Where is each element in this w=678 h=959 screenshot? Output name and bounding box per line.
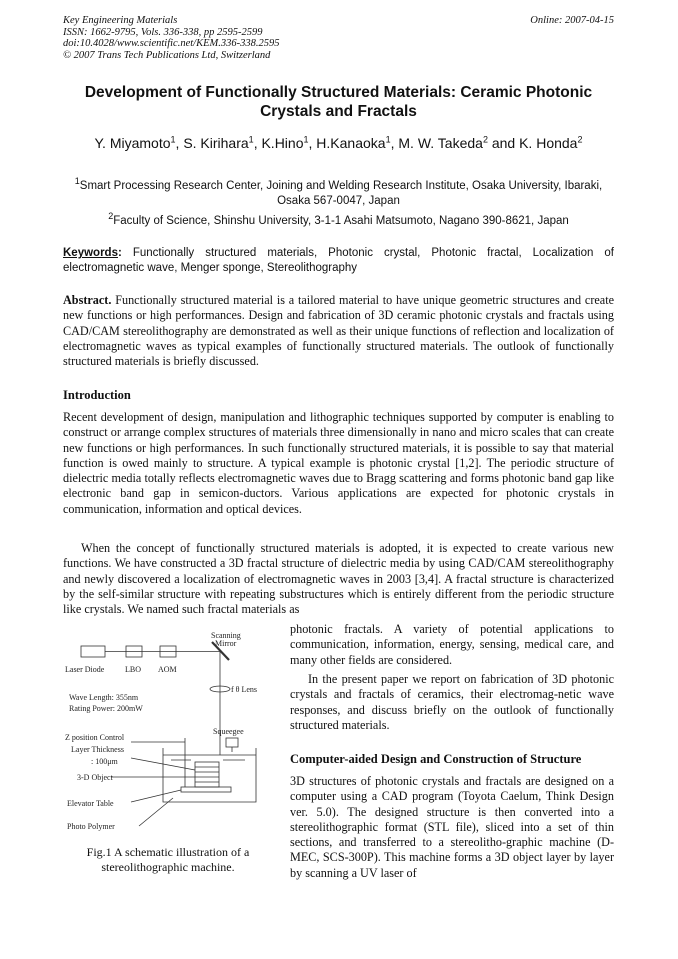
- affiliation-text: Smart Processing Research Center, Joining and Welding Research Institute, Osaka University, Ibaraki, Osaka 567-0047, Japan: [79, 180, 603, 207]
- elevator-table-shape: [181, 787, 231, 792]
- label-squeegee: Squeegee: [213, 727, 244, 736]
- label-scanning: Scanning: [211, 631, 241, 640]
- label-thickness-value: : 100μm: [91, 757, 118, 766]
- abstract: [63, 293, 614, 369]
- doi-line: doi:10.4028/www.scientific.net/KEM.336-338.2595: [63, 38, 280, 49]
- author-separator: ,: [308, 135, 317, 151]
- keywords: Keywords: Functionally structured materials, Photonic crystal, Photonic fractal, Localization of electromagnetic wave, Menger sponge, Stereolithography: [63, 247, 614, 274]
- author-separator: ,: [175, 135, 184, 151]
- label-wave-length: Wave Length: 355nm: [69, 693, 139, 702]
- intro-paragraph-2-text: When the concept of functionally structured materials is adopted, it is expected to create various new functions. We have constructed a 3D fractal structure of dielectric media by using CAD/CAM stereolithography and newly discovered a localization of electromagnetic waves in 2003 [3,4]. A fractal structure is characterized by the self-similar structure with repeating substructures which is entirely different from the periodic structure like crystals. We named such fractal materials as: [63, 541, 614, 617]
- author-affiliation-mark: 2: [482, 134, 488, 145]
- copyright-line: © 2007 Trans Tech Publications Ltd, Switzerland: [63, 49, 271, 61]
- vat-outline: [163, 748, 256, 802]
- figure-1-caption: Fig.1 A schematic illustration of a stereolithographic machine.: [86, 845, 250, 874]
- laser-diode-box: [81, 646, 105, 657]
- author-name: H.Kanaoka: [316, 135, 386, 151]
- label-rating-power: Rating Power: 200mW: [69, 704, 143, 713]
- label-3d-object: 3-D Object: [77, 773, 113, 782]
- abstract-text: Functionally structured material is a tailored material to have unique geometric structures and create new functions or high performances. Design and fabrication of 3D ceramic photonic crystals and fractals using CAD/CAM stereolithography are demonstrated as well as their unique functions of reflection and localization of electromagnetic waves as typical examples of functionally structured materials. The outlook of functionally structured materials is briefly discussed.: [63, 293, 614, 369]
- issn-line: ISSN: 1662-9795, Vols. 336-338, pp 2595-2599: [63, 26, 263, 38]
- leader-line-polymer: [139, 798, 173, 826]
- section-heading-design: Computer-aided Design and Construction of Structure: [290, 752, 582, 766]
- author-affiliation-mark: 1: [248, 134, 254, 145]
- author-name: K. Honda: [519, 135, 578, 151]
- keywords-text: Functionally structured materials, Photonic crystal, Photonic fractal, Localization of electromagnetic wave, Menger sponge, Stereolithography: [63, 247, 614, 274]
- intro-paragraph-3-text: In the present paper we report on fabrication of 3D photonic crystals and fractals of ceramics, their electromag-netic wave responses, and discuss briefly on the outlook of functionally structured materials.: [290, 672, 614, 732]
- label-laser-diode: Laser Diode: [65, 665, 105, 674]
- journal-header: [63, 15, 280, 61]
- intro-paragraph-3: [290, 672, 614, 733]
- affiliation-text: Faculty of Science, Shinshu University, 3-1-1 Asahi Matsumoto, Nagano 390-8621, Japan: [113, 215, 569, 227]
- paper-title: Development of Functionally Structured Materials: Ceramic Photonic Crystals and Fractals: [84, 84, 593, 120]
- affiliation-1: [63, 176, 614, 209]
- leader-line-elevator: [131, 790, 181, 802]
- label-lens: f θ Lens: [231, 685, 258, 694]
- online-date: Online: 2007-04-15: [530, 15, 614, 26]
- squeegee-shape: [226, 738, 238, 747]
- label-mirror: Mirror: [215, 639, 237, 648]
- author-name: M. W. Takeda: [398, 135, 483, 151]
- abstract-label: Abstract.: [63, 293, 112, 307]
- label-photo-polymer: Photo Polymer: [67, 822, 115, 831]
- label-lbo: LBO: [125, 665, 141, 674]
- intro-paragraph-2: [63, 541, 614, 617]
- stereolithography-schematic: [63, 630, 273, 845]
- author-separator: ,: [253, 135, 262, 151]
- label-elevator: Elevator Table: [67, 799, 114, 808]
- keywords-label: Keywords: [63, 247, 118, 259]
- journal-name: Key Engineering Materials: [63, 15, 178, 26]
- author-separator: ,: [390, 135, 399, 151]
- label-layer-thickness: Layer Thickness: [71, 745, 124, 754]
- affiliation-mark: 1: [74, 176, 80, 187]
- author-name: K.Hino: [261, 135, 304, 151]
- figure-1-stereolithography-diagram: [63, 630, 273, 845]
- author-list: [63, 134, 614, 153]
- intro-paragraph-2-continued: photonic fractals. A variety of potential applications to communication, information, energy, sensing, medical care, and many other fields are considered.: [290, 622, 614, 667]
- author-affiliation-mark: 1: [170, 134, 176, 145]
- author-affiliation-mark: 2: [577, 134, 583, 145]
- affiliation-mark: 2: [108, 211, 114, 222]
- label-aom: AOM: [158, 665, 177, 674]
- author-affiliation-mark: 1: [385, 134, 391, 145]
- section-heading-introduction: Introduction: [63, 388, 131, 402]
- author-name: Y. Miyamoto: [94, 135, 171, 151]
- author-and: and: [487, 135, 520, 151]
- design-paragraph-1: 3D structures of photonic crystals and fractals are designed on a computer using a CAD program (Toyota Caelum, Think Design ver. 5.0). The designed structure is then converted into a stereolithographic format (STL file), sliced into a set of thin sections, and transferred to a stereolitho-graphic machine (D-MEC, SCS-300P). This machine forms a 3D object layer by layer by scanning a UV laser of: [290, 774, 614, 880]
- intro-paragraph-1: Recent development of design, manipulation and lithographic techniques supported by computer is enabling to construct or arrange complex structures of materials three dimensionally in nano and micro scales that can create new functions or high performances. In such functionally structured materials, it is possible to say that material function is owed mainly to structure. A typical example is photonic crystal [1,2]. The periodic structure of dielectric media totally reflects electromagnetic waves due to Bragg scattering and forms photonic band gap like electronic band gap in semicon-ductors. Various applications are expected for photonic crystals in communication, information and optical devices.: [63, 410, 614, 516]
- label-z-position: Z position Control: [65, 733, 125, 742]
- author-name: S. Kirihara: [183, 135, 249, 151]
- object-layer-stack: [195, 762, 219, 787]
- author-affiliation-mark: 1: [303, 134, 309, 145]
- affiliation-2: [63, 211, 614, 229]
